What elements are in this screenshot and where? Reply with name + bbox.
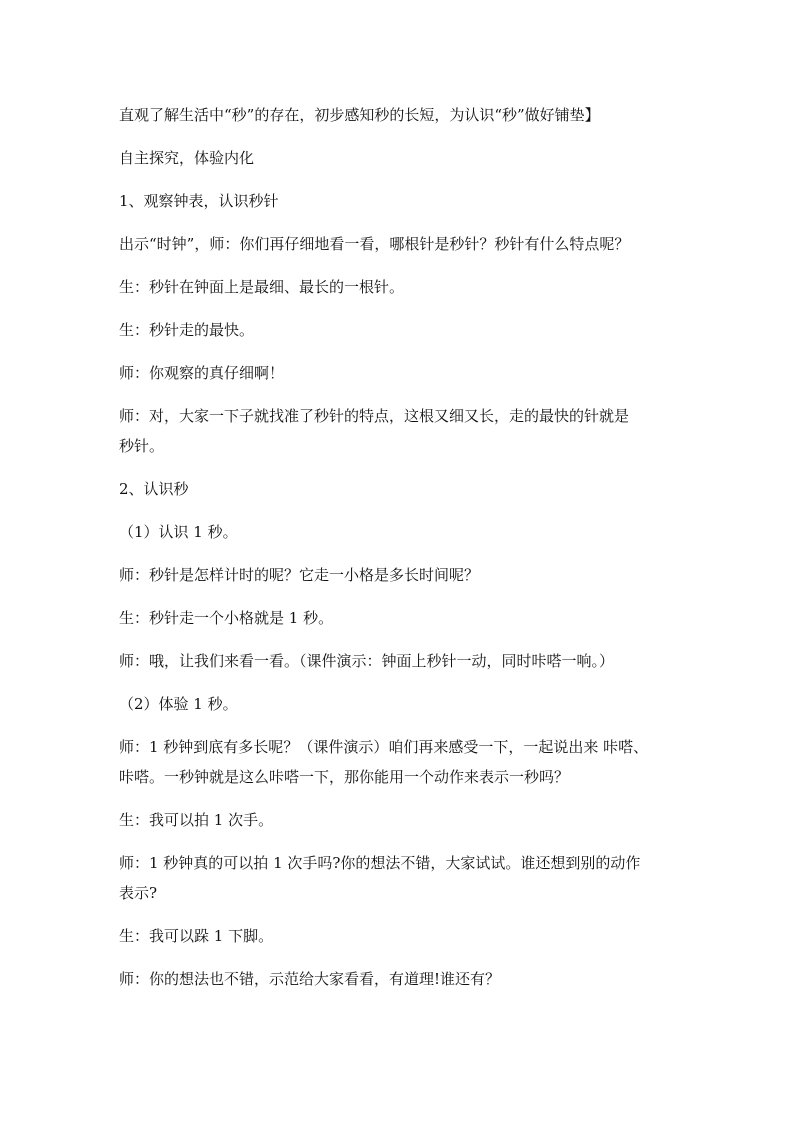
text-line: 秒针。	[119, 437, 165, 455]
text-line: 2、认识秒	[119, 480, 189, 498]
paragraph-6	[119, 315, 679, 345]
paragraph-15	[119, 732, 679, 792]
text-line: 生：我可以跺 1 下脚。	[119, 927, 274, 945]
text-line: 师：哦，让我们来看一看。（课件演示：钟面上秒针一动，同时咔嗒一响。）	[119, 652, 615, 670]
text-line: 生：我可以拍 1 次手。	[119, 811, 274, 829]
text-line: 1、观察钟表，认识秒针	[119, 192, 279, 210]
text-line: 师：你观察的真仔细啊！	[119, 364, 285, 382]
text-line: 出示“时钟”，师：你们再仔细地看一看，哪根针是秒针？秒针有什么特点呢？	[119, 235, 630, 253]
text-line: （2）体验 1 秒。	[119, 695, 238, 713]
text-line: 师：1 秒钟到底有多长呢？（课件演示）咱们再来感受一下，一起说出来 咔嗒、	[119, 738, 649, 756]
paragraph-16	[119, 805, 679, 835]
paragraph-18	[119, 921, 679, 951]
text-line: 表示?	[119, 884, 158, 902]
paragraph-7	[119, 358, 679, 388]
text-line: 师：1 秒钟真的可以拍 1 次手吗?你的想法不错，大家试试。谁还想到别的动作	[119, 854, 641, 872]
paragraph-1	[119, 100, 679, 130]
text-line: 生：秒针在钟面上是最细、最长的一根针。	[119, 278, 405, 296]
paragraph-11	[119, 560, 679, 590]
subheading-know-second	[119, 474, 679, 504]
paragraph-4	[119, 229, 679, 259]
text-line: 师：秒针是怎样计时的呢？它走一小格是多长时间呢？	[119, 566, 480, 584]
paragraph-13	[119, 646, 679, 676]
paragraph-10	[119, 517, 679, 547]
text-line: 师：你的想法也不错，示范给大家看看，有道理!谁还有？	[119, 970, 501, 988]
paragraph-5	[119, 272, 679, 302]
text-line: 生：秒针走的最快。	[119, 321, 255, 339]
subheading-observe-clock	[119, 186, 679, 216]
text-line: 自主探究，体验内化	[119, 149, 255, 167]
paragraph-17	[119, 848, 679, 908]
paragraph-8	[119, 401, 679, 461]
text-line: 直观了解生活中“秒”的存在，初步感知秒的长短，为认识“秒”做好铺垫】	[119, 106, 600, 124]
paragraph-19	[119, 964, 679, 994]
text-line: （1）认识 1 秒。	[119, 523, 238, 541]
text-line: 师：对，大家一下子就找准了秒针的特点，这根又细又长，走的最快的针就是	[119, 407, 630, 425]
paragraph-14	[119, 689, 679, 719]
section-heading-autonomous-exploration	[119, 143, 679, 173]
paragraph-12	[119, 603, 679, 633]
document-body	[119, 100, 679, 1007]
text-line: 生：秒针走一个小格就是 1 秒。	[119, 609, 334, 627]
text-line: 咔嗒。一秒钟就是这么咔嗒一下，那你能用一个动作来表示一秒吗？	[119, 768, 570, 786]
